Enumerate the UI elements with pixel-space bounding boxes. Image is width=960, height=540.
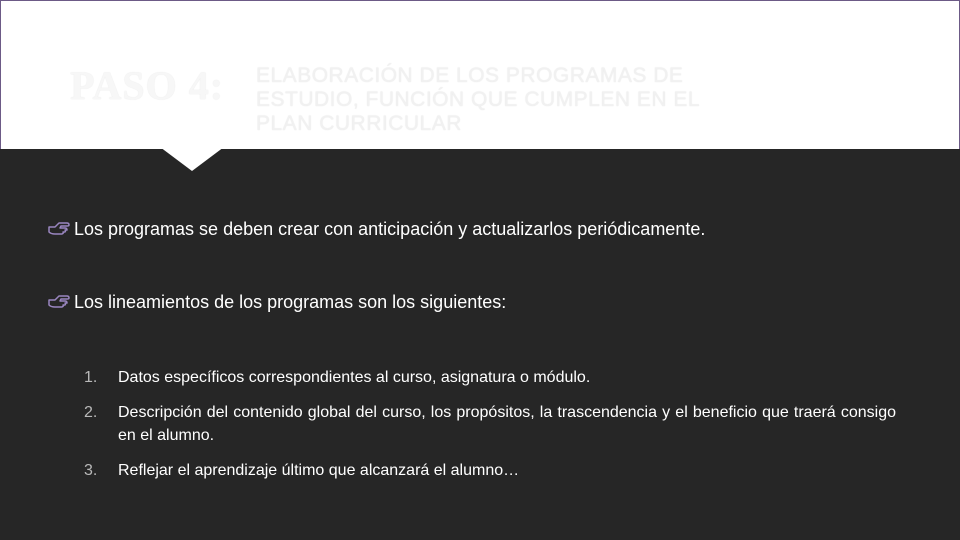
list-number: 1. <box>84 369 98 386</box>
bullet-text: Los programas se deben crear con anticipación y actualizarlos periódicamente. <box>74 219 706 239</box>
list-number: 2. <box>84 404 98 421</box>
step-subtitle: ELABORACIÓN DE LOS PROGRAMAS DE ESTUDIO, FUNCIÓN QUE CUMPLEN EN EL PLAN CURRICULAR <box>256 64 700 135</box>
numbered-list <box>84 366 896 494</box>
list-item <box>84 401 896 447</box>
step-title: PASO 4: <box>70 63 225 108</box>
list-text: Datos específicos correspondientes al curso, asignatura o módulo. <box>118 369 591 386</box>
header-notch <box>160 147 224 171</box>
bullet-item <box>48 219 928 240</box>
bullet-text: Los lineamientos de los programas son los siguientes: <box>74 292 507 312</box>
list-item <box>84 459 896 482</box>
list-item <box>84 366 896 389</box>
hand-pointing-icon <box>48 221 72 239</box>
hand-pointing-icon <box>48 294 72 312</box>
list-number: 3. <box>84 462 98 479</box>
bullet-item <box>48 292 928 313</box>
list-text: Descripción del contenido global del curso, los propósitos, la trascendencia y el beneficio que traerá consigo en el alumno. <box>118 404 896 444</box>
list-text: Reflejar el aprendizaje último que alcanzará el alumno… <box>118 462 520 479</box>
